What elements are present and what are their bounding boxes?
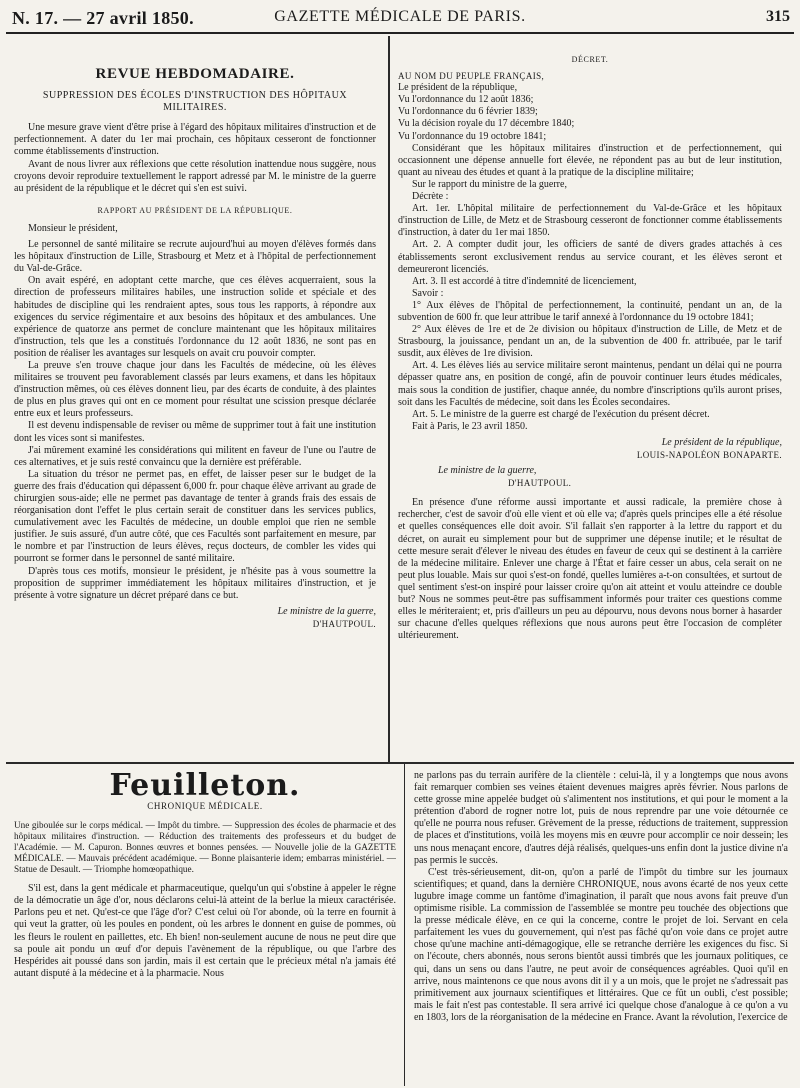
decree-article: Art. 1er. L'hôpital militaire de perfectionnement du Val-de-Grâce et les hôpitaux d'instruction de Lille, de Metz et de Strasbourg cesseront de fonctionner comme établissements d'instruction, à dater du 1er mai 1850. <box>398 203 782 239</box>
right-column <box>398 54 782 758</box>
feuilleton-left-column <box>14 770 396 1084</box>
column-divider <box>388 36 390 762</box>
minister-title: Le ministre de la guerre, <box>438 465 537 477</box>
decree-preamble-line: Vu la décision royale du 17 décembre 1840; <box>398 118 575 130</box>
issue-number: N. 17. — 27 avril 1850. <box>12 8 194 28</box>
signature-title: Le ministre de la guerre, <box>277 605 376 617</box>
president-title: Le président de la république, <box>661 436 782 448</box>
feuilleton-summary-text: Une giboulée sur le corps médical. — Impôt du timbre. — Suppression des écoles de pharmacie et des hôpitaux militaires d'instruction. — Réduction des traitements des professeurs et du budget de l'Académie. — M. Capuron. Bonnes œuvres et bonnes pensées. — Nouvelle jolie de la GAZETTE MÉDICALE. — Mauvais précédent académique. — Bonne plaisanterie idem; embarras ministériel. — Statue de Desault. — Triomphe homœopathique. <box>14 820 396 875</box>
decree-article: Art. 3. Il est accordé à titre d'indemnité de licenciement, <box>412 275 637 287</box>
report-paragraph: La situation du trésor ne permet pas, en effet, de laisser peser sur le budget de la guerre des frais d'éducation qui dépassent 6,000 fr. pour chaque élève arrivant au grade de chirurgien sous-aide; elle ne permet pas davantage de tenter à grands frais des essais de réorganisation dont l'effet le plus certain serait de constituer dans les services publics, cumulativement avec les Facultés de médecine, un double emploi que rien ne semble justifier. Je suis assuré, d'un autre côté, que ces Facultés sont parfaitement en mesure, par le nombre et par l'instruction de leurs élèves, reçus docteurs, de combler les vides qui pourront se former dans le personnel de santé militaire. <box>14 468 376 565</box>
report-paragraph: Il est devenu indispensable de reviser ou même de supprimer tout à fait une institution dont les vices sont si manifestes. <box>14 420 376 444</box>
commentary-paragraph: En présence d'une réforme aussi importante et aussi radicale, la première chose à rechercher, c'est de savoir d'où elle vient et où elle va; d'après quels principes elle a été résolue et quelles conséquences elle doit avoir. S'il fallait s'en rapporter à la lettre du rapport et du décret, on aurait eu simplement pour but de supprimer une dépense inutile; et le résultat de cette mesure serait d'élever le niveau des études en faveur de ceux qui se destinent à la carrière de la médecine militaire. Enlever une charge à l'État et faire cesser un abus, cela serait on ne peut plus louable. Mais sur quoi s'est-on fondé, quelles lumières a-t-on consultées, et surtout de quel sentiment s'est-on inspiré pour laisser croire qu'on ait atteint et voulu atteindre ce double but? Nous ne sommes peut-être pas suffisamment informés pour traiter ces questions comme elles le mériteraient; et, pris d'ailleurs un peu au dépourvu, nous devons nous borner à hasarder sur chacune d'elles quelques réflexions que nous aurons peut être l'occasion de compléter ultérieurement. <box>398 497 782 642</box>
decree-preamble-line: Le président de la république, <box>398 82 518 94</box>
feuilleton-title: Feuilleton. <box>109 770 301 803</box>
decree-preamble-line: Vu l'ordonnance du 19 octobre 1841; <box>398 130 547 142</box>
decree-article: Art. 5. Le ministre de la guerre est chargé de l'exécution du présent décret. <box>412 408 710 420</box>
intro-paragraph: Une mesure grave vient d'être prise à l'égard des hôpitaux militaires d'instruction et de perfectionnement. A dater du 1er mai prochain, ces hôpitaux cesseront de fonctionner comme établissements d'instruction. <box>14 122 376 158</box>
page-header <box>6 4 794 34</box>
article-subtitle: SUPPRESSION DES ÉCOLES D'INSTRUCTION DES HÔPITAUX MILITAIRES. <box>42 90 348 114</box>
report-paragraph: J'ai mûrement examiné les considérations qui militent en faveur de l'une ou l'autre de ces alternatives, et je suis resté convaincu que la dernière est préférable. <box>14 444 376 468</box>
signature-name: D'HAUTPOUL. <box>312 618 376 629</box>
page-number: 315 <box>766 8 790 25</box>
report-heading: RAPPORT AU PRÉSIDENT DE LA RÉPUBLIQUE. <box>97 205 293 215</box>
report-paragraph: On avait espéré, en adoptant cette marche, que ces élèves acquerraient, sous la direction de professeurs militaires habiles, une instruction solide et spéciale et des habitudes de discipline qui les rendraient aptes, sous tous les rapports, à répondre aux exigences du service régimentaire et aux besoins des hôpitaux et des ambulances. Une expérience de quatorze ans permet de conclure maintenant que les hôpitaux militaires d'instruction, tels que les a constitués l'ordonnance du 12 août 1836, ne sont pas en position de réaliser les avantages sur lesquels on avait cru pouvoir compter. <box>14 275 376 359</box>
section-title: REVUE HEBDOMADAIRE. <box>95 66 295 82</box>
decree-article: 2° Aux élèves de 1re et de 2e division ou hôpitaux d'instruction de Lille, de Metz et de Strasbourg, la jouissance, pendant un an, de la subvention de 400 fr. attribuée, par le tarif susdit, aux élèves de 1re division. <box>398 324 782 360</box>
decree-considerant: Considérant que les hôpitaux militaires d'instruction et de perfectionnement, qui occasionnent une dépense annuelle fort élevée, ne répondent pas au but de leur institution, quant au niveau des études et quant à la pratique de la discipline militaire; <box>398 142 782 178</box>
feuilleton-paragraph: ne parlons pas du terrain aurifère de la clientèle : celui-là, il y a longtemps que nous avons fait remarquer combien ses veines étaient devenues maigres après février. Nous parlons de cette grosse mine appelée budget où s'alimentent nos institutions, et qui pour le moment a la prétention d'abord de rogner notre lot, puis de nous reprendre par une voie détournée ce qu'elle ne pourra nous refuser. Grèvement de la presse, réductions de traitement, suppression de places et d'institutions, voilà les moyens mis en œuvre pour accomplir ce noir dessein; les uns nous menaçant encore, d'autres déjà réalisés, quelques-uns enfin dont la justice divine n'a pas permis le succès. <box>414 770 788 866</box>
decree-preamble-line: Vu l'ordonnance du 6 février 1839; <box>398 106 538 118</box>
feuilleton-subtitle: CHRONIQUE MÉDICALE. <box>147 801 263 812</box>
report-paragraph: D'après tous ces motifs, monsieur le président, je n'hésite pas à vous soumettre la proposition de supprimer immédiatement les hôpitaux militaires d'instruction, et je présente à votre signature un décret préparé dans ce but. <box>14 565 376 601</box>
left-column <box>14 62 376 754</box>
decree-article: 1° Aux élèves de l'hôpital de perfectionnement, la continuité, pendant un an, de la subvention de 600 fr. que leur attribue le tarif annexé à l'ordonnance du 19 octobre 1841; <box>398 299 782 323</box>
feuilleton-divider <box>6 762 794 764</box>
salutation: Monsieur le président, <box>28 222 118 234</box>
intro-paragraph: Avant de nous livrer aux réflexions que cette résolution inattendue nous suggère, nous croyons devoir reproduire textuellement le rapport adressé par M. le ministre de la guerre au président de la république et le décret qui s'en est suivi. <box>14 158 376 194</box>
decree-article: Art. 4. Les élèves liés au service militaire seront maintenus, pendant un délai qui ne pourra dépasser quatre ans, en position de congé, afin de pouvoir continuer leurs études médicales, mais sous la condition de justifier, chaque année, du nombre d'inscriptions qu'ils auront prises, soit dans les Facultés de médecine, soit dans les Écoles secondaires. <box>398 360 782 408</box>
decree-sur-rapport: Sur le rapport du ministre de la guerre, <box>412 178 567 190</box>
feuilleton-paragraph: S'il est, dans la gent médicale et pharmaceutique, quelqu'un qui s'obstine à appeler le règne de la démocratie un âge d'or, nous déclarons celui-là atteint de la berlue la mieux caractérisée. Parlons peu et net. Qu'est-ce que l'âge d'or? C'est celui où l'or abonde, où la terre en fournit à qui veut la gratter, où les poules en pondent, où les arbres le donnent en guise de pommes, où les fleurs le roulent en paillettes, etc. Eh bien! non-seulement aucune de nous ne peut dire que sa poule ait pondu un œuf d'or depuis l'avènement de la république, ou que l'arbre des Hespérides ait poussé dans son jardin, mais il est certain que le précieux métal n'a jamais été autant disputé à la médecine et à la pharmacie. Nous <box>14 883 396 979</box>
feuilleton-paragraph: C'est très-sérieusement, dit-on, qu'on a parlé de l'impôt du timbre sur les journaux scientifiques; et quand, dans la dernière CHRONIQUE, nous avons écarté de nos yeux cette lugubre image comme un fantôme d'imagination, il paraît que nous avons fait preuve d'un optimisme risible. La commission de l'assemblée se montre peu touchée des objections que la presse médicale élève, en ce qui la concerne, contre le projet de loi. Servant en cela parfaitement les vues du gouvernement, qui n'est pas fâché qu'on voie dans ce projet autre chose qu'une machine anti-démagogique, elle se retranche derrière les exigences du fisc. Si on l'écoute, chers abonnés, nous serons bientôt aussi timbrés que les journaux politiques, ce qui, dans un sens ou dans l'autre, ne peut avoir de conséquences agréables. Quoi qu'il en arrive, nous maintenons ce que nous avons dit il y a un mois, que le projet ne s'adressait pas primitivement aux journaux scientifiques et littéraires. Que ce fût un oubli, c'est possible; mais le fait n'est pas contestable. Il sera arrivé ici quelque chose d'analogue à ce qu'on a vu en 1803, lors de la réorganisation de la médecine en France. Avant la révolution, l'exercice de <box>414 866 788 1023</box>
report-paragraph: Le personnel de santé militaire se recrute aujourd'hui au moyen d'élèves formés dans les hôpitaux d'instruction de Lille, Strasbourg et Metz et à l'hôpital de perfectionnement du Val-de-Grâce. <box>14 239 376 275</box>
decree-preamble-line: AU NOM DU PEUPLE FRANÇAIS, <box>398 71 545 82</box>
journal-title: GAZETTE MÉDICALE DE PARIS. <box>274 8 526 25</box>
decree-heading: DÉCRET. <box>571 55 609 64</box>
report-paragraph: La preuve s'en trouve chaque jour dans les Facultés de médecine, où les élèves militaires se trouvent peu favorablement classés par leurs examens, et dans les hôpitaux d'instruction mêmes, où ces élèves donnent lieu, par des écarts de conduite, à des plaintes de plus en plus graves qui ont en ce moment pour résultat une scission presque déclarée entre eux et leurs professeurs. <box>14 359 376 420</box>
minister-name: D'HAUTPOUL. <box>508 478 572 489</box>
feuilleton-summary <box>14 820 396 875</box>
decree-decrete: Décrète : <box>412 191 449 203</box>
decree-date: Fait à Paris, le 23 avril 1850. <box>412 420 528 432</box>
president-name: LOUIS-NAPOLÉON BONAPARTE. <box>636 450 782 460</box>
decree-preamble-line: Vu l'ordonnance du 12 août 1836; <box>398 94 534 106</box>
feuilleton-right-column <box>414 770 788 1084</box>
decree-article: Art. 2. A compter dudit jour, les officiers de santé de divers grades attachés à ces établissements seront exclusivement rendus au service courant, et les élèves seront et demeureront licenciés. <box>398 239 782 275</box>
feuilleton-column-divider <box>404 764 405 1086</box>
decree-article: Savoir : <box>412 287 444 299</box>
